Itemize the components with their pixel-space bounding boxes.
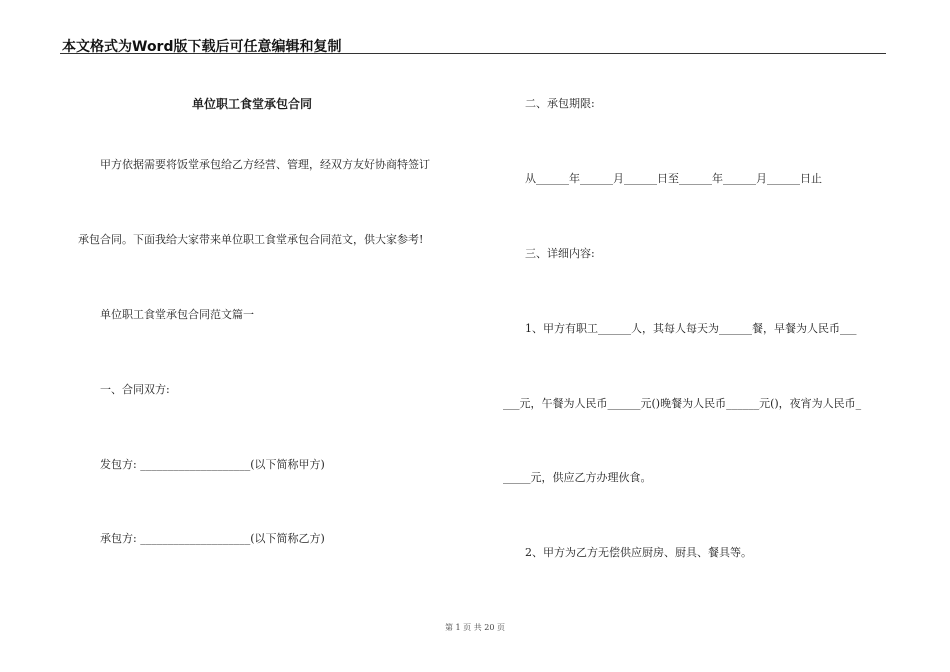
party-b-line: 承包方: ____________________(以下简称乙方) (100, 532, 325, 545)
item-1-line-1: 1、甲方有职工______人，其每人每天为______餐，早餐为人民币___ (525, 322, 857, 335)
section-1-heading: 一、合同双方: (100, 383, 170, 396)
intro-line-1: 甲方依据需要将饭堂承包给乙方经营、管理，经双方友好协商特签订 (100, 158, 430, 171)
party-a-line: 发包方: ____________________(以下简称甲方) (100, 458, 325, 471)
document-title: 单位职工食堂承包合同 (192, 97, 313, 111)
document-header: 本文格式为Word版下载后可任意编辑和复制 (62, 39, 342, 55)
item-2-line: 2、甲方为乙方无偿供应厨房、厨具、餐具等。 (525, 546, 752, 559)
intro-line-2: 承包合同。下面我给大家带来单位职工食堂承包合同范文，供大家参考! (78, 233, 424, 246)
section-3-heading: 三、详细内容: (525, 247, 595, 260)
item-1-line-2: ___元，午餐为人民币______元()晚餐为人民币______元()，夜宵为人民币_ (503, 397, 862, 410)
page-footer: 第 1 页 共 20 页 (445, 623, 505, 632)
item-1-line-3: _____元，供应乙方办理伙食。 (503, 471, 652, 484)
sample-heading: 单位职工食堂承包合同范文篇一 (100, 308, 254, 321)
contract-period: 从______年______月______日至______年______月______日止 (525, 172, 822, 185)
section-2-heading: 二、承包期限: (525, 97, 595, 110)
header-divider (60, 53, 886, 54)
